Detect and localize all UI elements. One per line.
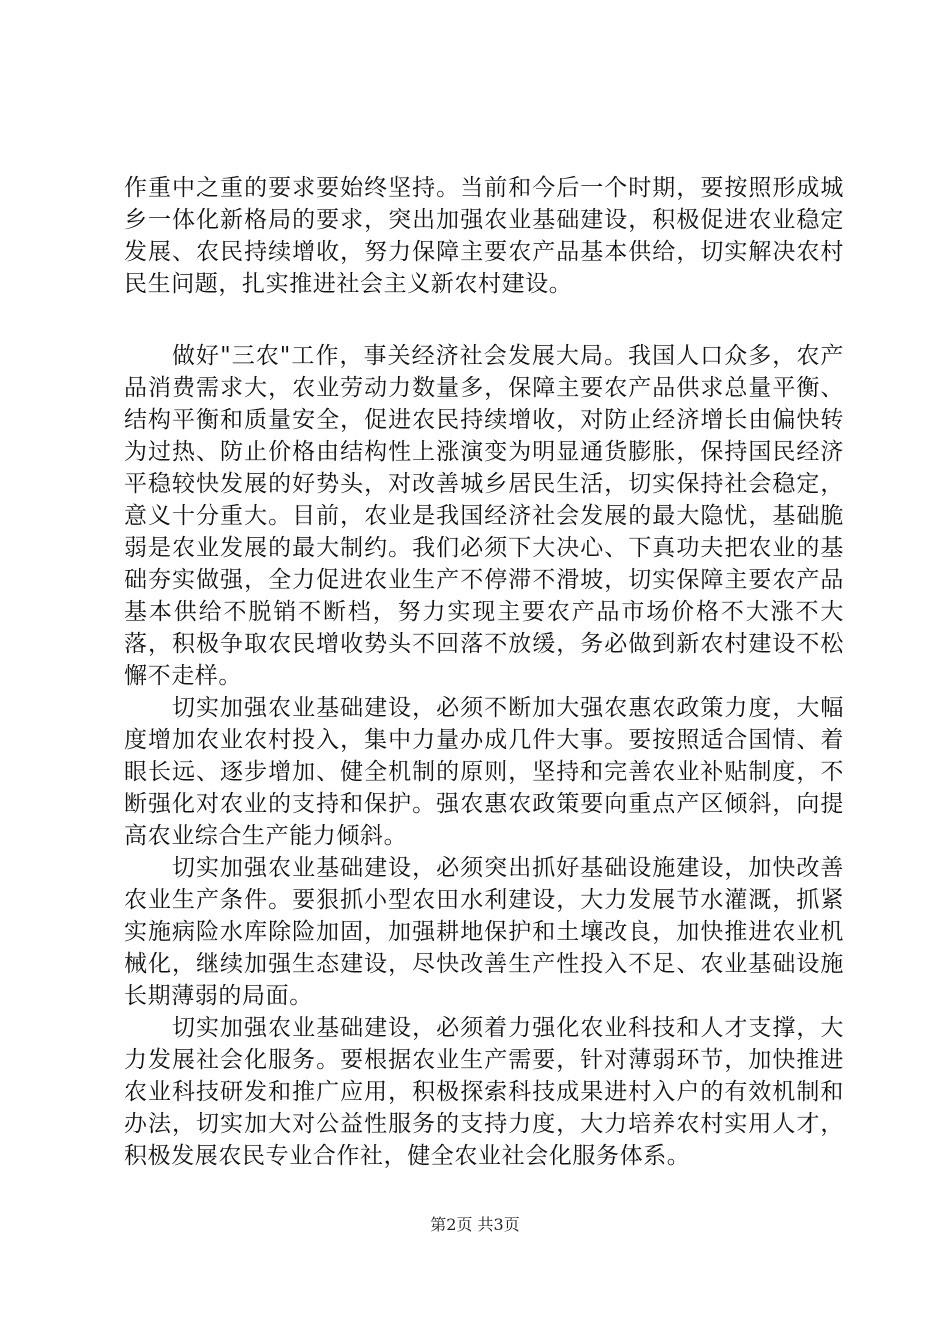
- paragraph-technology-talent: 切实加强农业基础建设，必须着力强化农业科技和人才支撑，大力发展社会化服务。要根据农业生产需要，针对薄弱环节，加快推进农业科技研发和推广应用，积极探索科技成果进村入户的有效机制和办法，切实加大对公益性服务的支持力度，大力培养农村实用人才，积极发展农民专业合作社，健全农业社会化服务体系。: [124, 1015, 844, 1169]
- paragraph-infrastructure: 切实加强农业基础建设，必须突出抓好基础设施建设，加快改善农业生产条件。要狠抓小型农田水利建设，大力发展节水灌溉，抓紧实施病险水库除险加固，加强耕地保护和土壤改良，加快推进农业机械化，继续加强生态建设，尽快改善生产性投入不足、农业基础设施长期薄弱的局面。: [124, 855, 844, 1009]
- paragraph-policy-support: 切实加强农业基础建设，必须不断加大强农惠农政策力度，大幅度增加农业农村投入，集中力量办成几件大事。要按照适合国情、着眼长远、逐步增加、健全机制的原则，坚持和完善农业补贴制度，不断强化对农业的支持和保护。强农惠农政策要向重点产区倾斜，向提高农业综合生产能力倾斜。: [124, 695, 844, 849]
- document-body: [124, 172, 844, 1172]
- paragraph-gap: [124, 300, 844, 340]
- page-number-footer: 第2页 共3页: [430, 1215, 520, 1234]
- paragraph-continuation: 作重中之重的要求要始终坚持。当前和今后一个时期，要按照形成城乡一体化新格局的要求，突出加强农业基础建设，积极促进农业稳定发展、农民持续增收，努力保障主要农产品基本供给，切实解决农村民生问题，扎实推进社会主义新农村建设。: [124, 175, 844, 297]
- paragraph-sannong-work: 做好"三农"工作，事关经济社会发展大局。我国人口众多，农产品消费需求大，农业劳动力数量多，保障主要农产品供求总量平衡、结构平衡和质量安全，促进农民持续增收，对防止经济增长由偏快转为过热、防止价格由结构性上涨演变为明显通货膨胀，保持国民经济平稳较快发展的好势头，对改善城乡居民生活，切实保持社会稳定，意义十分重大。目前，农业是我国经济社会发展的最大隐忧，基础脆弱是农业发展的最大制约。我们必须下大决心、下真功夫把农业的基础夯实做强，全力促进农业生产不停滞不滑坡，切实保障主要农产品基本供给不脱销不断档，努力实现主要农产品市场价格不大涨不大落，积极争取农民增收势头不回落不放缓，务必做到新农村建设不松懈不走样。: [124, 343, 844, 689]
